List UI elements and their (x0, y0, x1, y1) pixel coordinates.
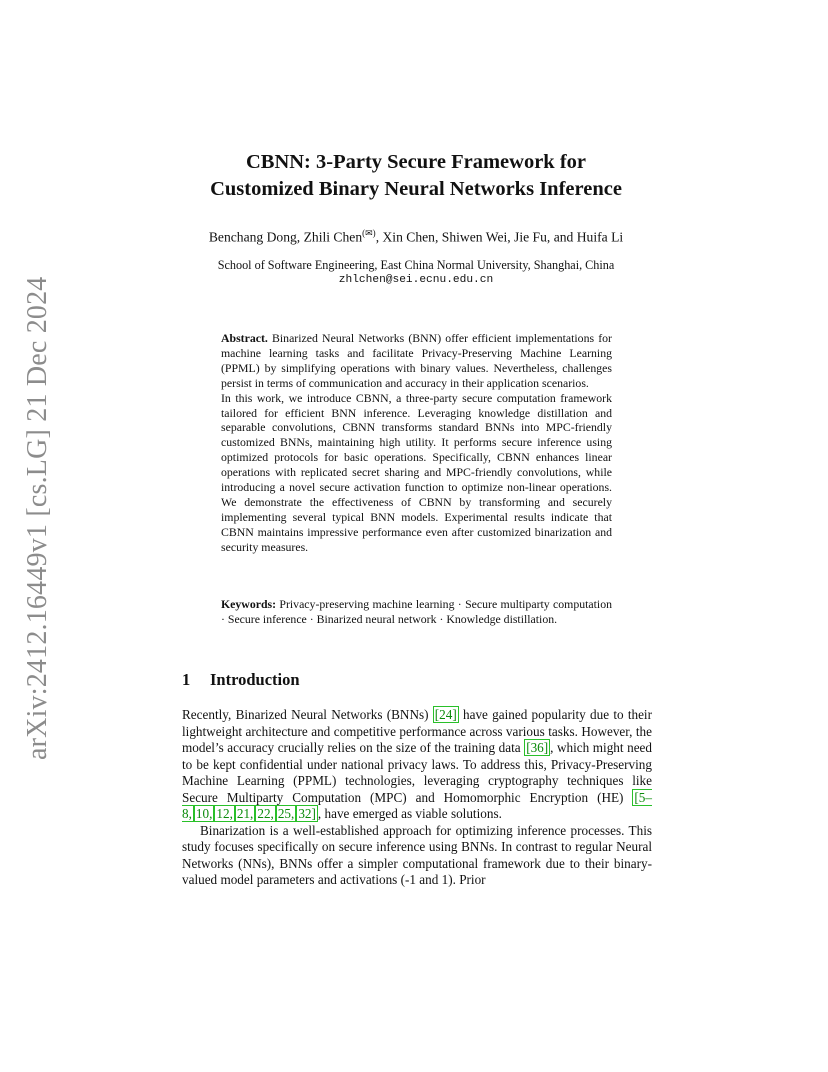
citation-link[interactable]: [36] (526, 740, 549, 755)
title-line-2: Customized Binary Neural Networks Inference (210, 178, 622, 200)
citation-link[interactable]: [24] (434, 707, 457, 722)
section-number: 1 (182, 670, 191, 689)
keywords-label: Keywords: (221, 597, 277, 611)
citation-link[interactable]: 25, (277, 806, 295, 821)
text-run: Recently, Binarized Neural Networks (BNNs) (182, 707, 433, 722)
citation-link[interactable]: 10, (195, 806, 213, 821)
text-run: have gained popularity due to their lightweight architecture and competitive performance across various tasks. However, the model’s accuracy crucially relies on the size of the training data (182, 707, 652, 755)
abstract (221, 331, 612, 555)
paragraph-2: Binarization is a well-established approach for optimizing inference processes. This study focuses specifically on secure inference using BNNs. In contrast to regular Neural Networks (NNs), BNNs offer a simpler computational framework due to their binary-valued model parameters and activations (-1 and 1). Prior (182, 822, 652, 887)
abstract-label: Abstract. (221, 331, 268, 345)
paragraph-1 (182, 707, 652, 823)
citation-link[interactable]: 12, (216, 806, 233, 821)
authors-rest: , Xin Chen, Shiwen Wei, Jie Fu, and Huifa Li (375, 229, 624, 245)
abstract-paragraph-1: Binarized Neural Networks (BNN) offer efficient implementations for machine learning tasks and facilitate Privacy-Preserving Machine Learning (PPML) by simplifying operations with binary values. Nevertheless, challenges persist in terms of communication and accuracy in their application scenarios. (221, 331, 612, 390)
abstract-paragraph-2: In this work, we introduce CBNN, a three-party secure computation framework tailored for efficient BNN inference. Leveraging knowledge distillation and separable convolutions, CBNN transforms standard BNNs into MPC-friendly customized BNNs, maintaining high utility. It performs secure inference using optimized protocols for basic operations. Specifically, CBNN enhances linear operations with replicated secret sharing and MPC-friendly convolutions, while introducing a novel secure activation function to optimize non-linear operations. We demonstrate the effectiveness of CBNN by transforming and securely implementing several typical BNN models. Experimental results indicate that CBNN maintains impressive performance even after customized binarization and security measures. (221, 390, 612, 554)
affiliation-block (150, 258, 682, 288)
text-run: , have emerged as viable solutions. (317, 806, 502, 821)
corresponding-author-mark: (✉) (362, 228, 376, 238)
section-heading (182, 670, 300, 690)
citation-link[interactable]: [5–8, (182, 789, 652, 821)
citation-link[interactable]: 22, (257, 806, 274, 821)
text-run: , which might need to be kept confidential under national privacy laws. To address this, Privacy-Preserving Machine Learning (PPML) technologies, leveraging cryptography techniques like Secure Multiparty Computation (MPC) and Homomorphic Encryption (HE) (182, 740, 653, 805)
arxiv-identifier: arXiv:2412.16449v1 [cs.LG] 21 Dec 2024 (22, 276, 53, 760)
author-list (150, 228, 682, 246)
introduction-body (182, 707, 652, 889)
section-title: Introduction (210, 670, 300, 689)
paper-title (150, 149, 682, 203)
author-email: zhlchen@sei.ecnu.edu.cn (338, 274, 494, 286)
citation-link[interactable]: 32] (298, 806, 316, 821)
title-line-1: CBNN: 3-Party Secure Framework for (245, 151, 587, 173)
keywords (221, 597, 612, 627)
citation-link[interactable]: 21, (236, 806, 254, 821)
keywords-text: Privacy-preserving machine learning · Secure multiparty computation · Secure inference · Binarized neural network · Knowledge distillation. (221, 597, 612, 626)
affiliation: School of Software Engineering, East China Normal University, Shanghai, China (217, 258, 615, 272)
authors-first: Benchang Dong, Zhili Chen (208, 229, 363, 245)
